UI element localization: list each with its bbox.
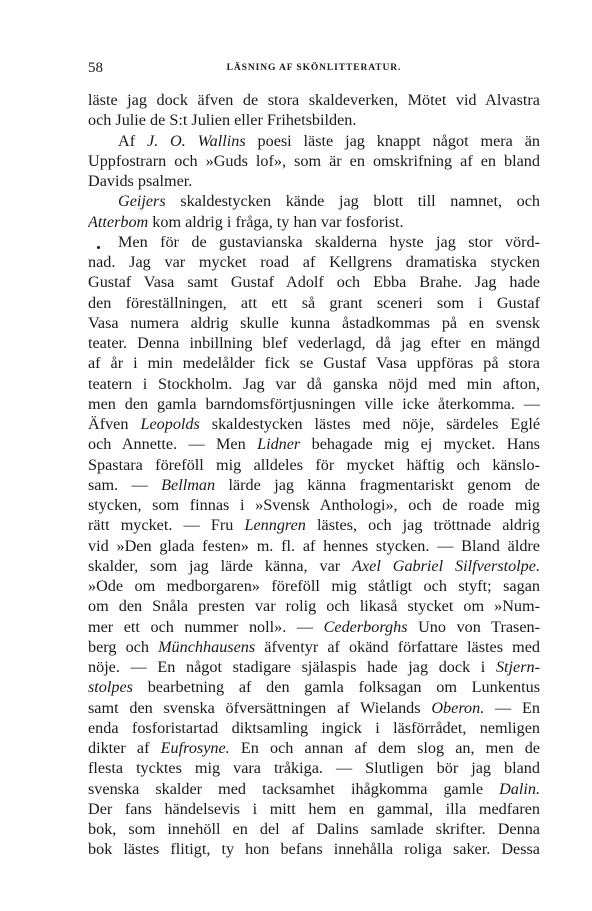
- text-line: [88, 698, 540, 718]
- text-line: [88, 617, 540, 637]
- text-segment: svenska skalder med tacksamhet ihågkomma gamle: [88, 779, 500, 798]
- text-line: [88, 414, 540, 434]
- text-segment: mer ett och nummer noll». —: [88, 617, 324, 636]
- text-segment: bok, som innehöll en del af Dalins samlade skrifter. Denna: [88, 820, 540, 838]
- text-line: [88, 779, 540, 799]
- text-segment: lästes, och jag tröttnade aldrig: [305, 516, 540, 535]
- text-segment: sam. —: [88, 475, 162, 494]
- italic-name: Dalin.: [499, 779, 540, 798]
- text-segment: »Ode om medborgaren» föreföll mig ståtligt och styft; sagan: [88, 577, 540, 595]
- text-segment: bok lästes flitigt, ty hon befans innehålla roliga saker. Dessa: [88, 840, 540, 859]
- text-line: [88, 657, 540, 677]
- text-line: [88, 272, 540, 292]
- text-segment: dikter af: [88, 739, 161, 757]
- page-header: [88, 60, 540, 82]
- text-line: [88, 191, 540, 211]
- text-segment: Uno von Trasen-: [407, 617, 540, 636]
- text-line: [88, 596, 540, 616]
- text-segment: Uppfostrarn och »Guds lof», som är en omskrifning af en bland: [88, 151, 540, 170]
- italic-name: stolpes: [88, 678, 133, 697]
- text-line: [88, 394, 540, 414]
- text-line: [88, 536, 540, 556]
- text-segment: Vasa numera aldrig skulle kunna åstadkommas på en svensk: [88, 313, 540, 332]
- text-line: [88, 839, 540, 859]
- text-line: [88, 556, 540, 576]
- italic-name: Axel Gabriel Silfverstolpe.: [352, 556, 540, 575]
- text-segment: enda fosforistartad diktsamling ingick i läsförrådet, nemligen: [88, 718, 540, 737]
- text-line: [88, 313, 540, 333]
- text-segment: En och annan af dem slog an, men de: [229, 739, 540, 757]
- text-line: [88, 495, 540, 515]
- italic-name: Lidner: [257, 435, 301, 454]
- text-line: [88, 637, 540, 657]
- text-segment: poesi läste jag knappt något mera än: [245, 131, 540, 150]
- text-line: [88, 90, 540, 110]
- text-line: [88, 293, 540, 313]
- text-segment: — En: [484, 698, 540, 717]
- text-segment: af år i min medelålder fick se Gustaf Vasa uppföras på stora: [88, 354, 540, 373]
- text-segment: samt den svenska öfversättningen af Wielands: [88, 698, 432, 717]
- text-line: [88, 374, 540, 394]
- text-segment: Äfven: [88, 415, 141, 433]
- text-line: [88, 738, 540, 758]
- text-segment: Der fans händelsevis i mitt hem en gammal, illa medfaren: [88, 799, 540, 818]
- text-segment: behagade mig ej mycket. Hans: [300, 435, 540, 454]
- text-line: [88, 515, 540, 535]
- text-segment: Gustaf Vasa samt Gustaf Adolf och Ebba Brahe. Jag hade: [88, 273, 540, 292]
- running-title: LÄSNING AF SKÖNLITTERATUR.: [226, 63, 402, 73]
- text-segment: och Annette. — Men: [88, 435, 258, 454]
- text-segment: om den Snåla presten var rolig och likaså stycket om »Num-: [88, 597, 540, 616]
- italic-name: J. O. Wallins: [146, 131, 246, 150]
- text-segment: stycken, som finnas i »Svensk Anthologi», och de roade mig: [88, 496, 540, 514]
- text-line: [88, 333, 540, 353]
- text-segment: Af: [118, 131, 147, 150]
- text-segment: teatern i Stockholm. Jag var då ganska nöjd med min afton,: [88, 374, 540, 393]
- text-line: [88, 110, 540, 130]
- text-segment: skalder, som jag lärde känna, var: [88, 556, 353, 575]
- text-segment: skaldestycken lästes med nöje, särdeles Eglé: [199, 415, 540, 433]
- text-line: [88, 232, 540, 252]
- italic-name: Geijers: [118, 192, 166, 211]
- text-segment: läste jag dock äfven de stora skaldeverken, Mötet vid Alvastra: [88, 91, 540, 109]
- italic-name: Leopolds: [140, 415, 200, 433]
- text-segment: nöje. — En något stadigare själaspis hade jag dock i: [88, 658, 496, 676]
- text-segment: berg och: [88, 637, 159, 656]
- ink-mark: [97, 246, 100, 249]
- text-line: [88, 171, 540, 191]
- text-segment: men den gamla barndomsförtjusningen ville icke återkomma. —: [88, 394, 540, 413]
- italic-name: Cederborghs: [323, 617, 408, 636]
- text-line: [88, 131, 540, 151]
- text-line: [88, 434, 540, 454]
- italic-name: Bellman: [161, 475, 216, 494]
- text-line: [88, 475, 540, 495]
- text-line: [88, 758, 540, 778]
- body-text: [88, 90, 540, 860]
- text-segment: Davids psalmer.: [88, 172, 193, 190]
- text-segment: Men för de gustavianska skalderna hyste jag stor vörd-: [118, 232, 540, 251]
- text-line: [88, 252, 540, 272]
- text-line: [88, 353, 540, 373]
- text-line: [88, 677, 540, 697]
- text-line: [88, 819, 540, 839]
- text-segment: vid »Den glada festen» m. fl. af hennes stycken. — Bland äldre: [88, 536, 540, 555]
- text-segment: bearbetning af den gamla folksagan om Lunkentus: [132, 678, 540, 697]
- page-number: 58: [88, 60, 103, 76]
- italic-name: Stjern-: [495, 658, 540, 676]
- text-line: [88, 718, 540, 738]
- text-line: [88, 212, 540, 232]
- text-segment: flesta tycktes mig vara tråkiga. — Slutligen bör jag bland: [88, 759, 540, 778]
- text-segment: och Julie de S:t Julien eller Frihetsbilden.: [88, 111, 357, 130]
- text-line: [88, 151, 540, 171]
- italic-name: Münchhausens: [158, 637, 256, 656]
- text-segment: nad. Jag var mycket road af Kellgrens dramatiska stycken: [88, 253, 540, 271]
- text-segment: rätt mycket. — Fru: [88, 516, 245, 535]
- text-line: [88, 799, 540, 819]
- text-line: [88, 576, 540, 596]
- italic-name: Lenngren: [244, 516, 306, 535]
- italic-name: Eufrosyne.: [160, 739, 230, 757]
- text-segment: Spastara föreföll mig alldeles för mycket häftig och känslo-: [88, 455, 540, 474]
- text-segment: äfventyr af okänd författare lästes med: [255, 637, 540, 656]
- text-segment: kom aldrig i fråga, ty han var fosforist.: [148, 212, 404, 231]
- italic-name: Oberon.: [431, 698, 485, 717]
- text-segment: teater. Denna inbillning blef vederlagd, då jag efter en mängd: [88, 334, 540, 352]
- text-segment: den föreställningen, att ett så grant sceneri som i Gustaf: [88, 293, 540, 312]
- text-segment: lärde jag känna fragmentariskt genom de: [215, 475, 540, 494]
- text-segment: skaldestycken kände jag blott till namnet, och: [165, 192, 540, 211]
- text-line: [88, 455, 540, 475]
- italic-name: Atterbom: [88, 212, 149, 231]
